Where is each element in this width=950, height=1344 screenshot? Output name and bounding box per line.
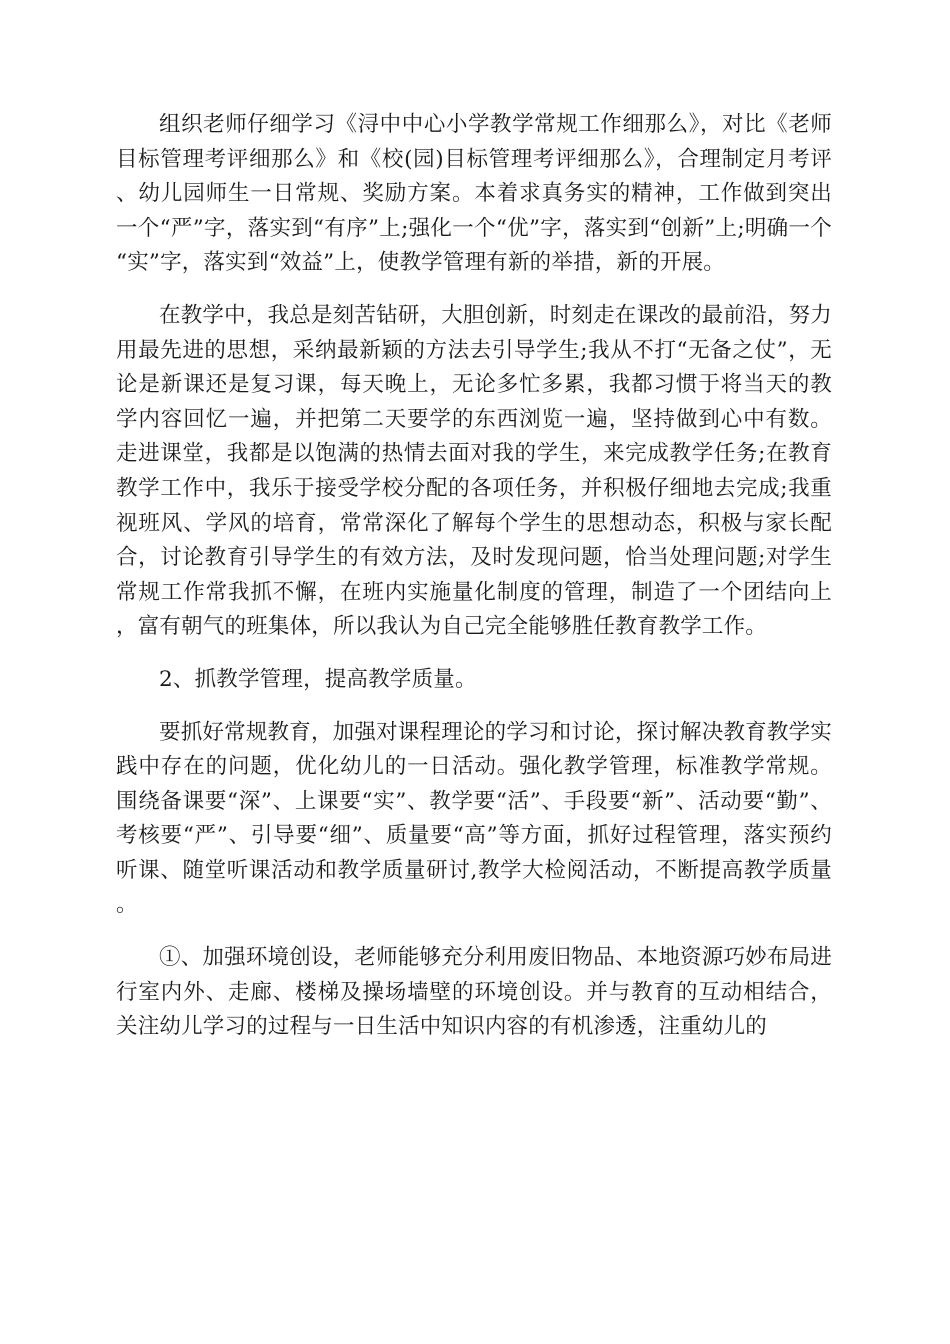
paragraph-2: 在教学中，我总是刻苦钻研，大胆创新，时刻走在课改的最前沿，努力用最先进的思想，采纳最新颖的方法去引导学生;我从不打“无备之仗”，无论是新课还是复习课，每天晚上，无论多忙多累，我都习惯于将当天的教学内容回忆一遍，并把第二天要学的东西浏览一遍，坚持做到心中有数。走进课堂，我都是以饱满的热情去面对我的学生，来完成教学任务;在教育教学工作中，我乐于接受学校分配的各项任务，并积极仔细地去完成;我重视班风、学风的培育，常常深化了解每个学生的思想动态，积极与家长配合，讨论教育引导学生的有效方法，及时发现问题，恰当处理问题;对学生常规工作常我抓不懈，在班内实施量化制度的管理，制造了一个团结向上，富有朝气的班集体，所以我认为自己完全能够胜任教育教学工作。 bbox=[116, 302, 832, 640]
paragraph-1: 组织老师仔细学习《浔中中心小学教学常规工作细那么》，对比《老师目标管理考评细那么》和《校(园)目标管理考评细那么》，合理制定月考评、幼儿园师生一日常规、奖励方案。本着求真务实的精神，工作做到突出一个“严”字，落实到“有序”上;强化一个“优”字，落实到“创新”上;明确一个“实”字，落实到“效益”上，使教学管理有新的举措，新的开展。 bbox=[116, 112, 832, 276]
document-body bbox=[116, 108, 832, 1063]
paragraph-3: 2、抓教学管理，提高教学质量。 bbox=[159, 666, 477, 692]
paragraph-4: 要抓好常规教育，加强对课程理论的学习和讨论，探讨解决教育教学实践中存在的问题，优化幼儿的一日活动。强化教学管理，标准教学常规。围绕备课要“深”、上课要“实”、教学要“活”、手段要“新”、活动要“勤”、考核要“严”、引导要“细”、质量要“高”等方面，抓好过程管理，落实预约听课、随堂听课活动和教学质量研讨,教学大检阅活动，不断提高教学质量。 bbox=[116, 719, 832, 918]
paragraph-5: ①、加强环境创设，老师能够充分利用废旧物品、本地资源巧妙布局进行室内外、走廊、楼梯及操场墙壁的环境创设。并与教育的互动相结合，关注幼儿学习的过程与一日生活中知识内容的有机渗透，注重幼儿的 bbox=[116, 945, 832, 1040]
